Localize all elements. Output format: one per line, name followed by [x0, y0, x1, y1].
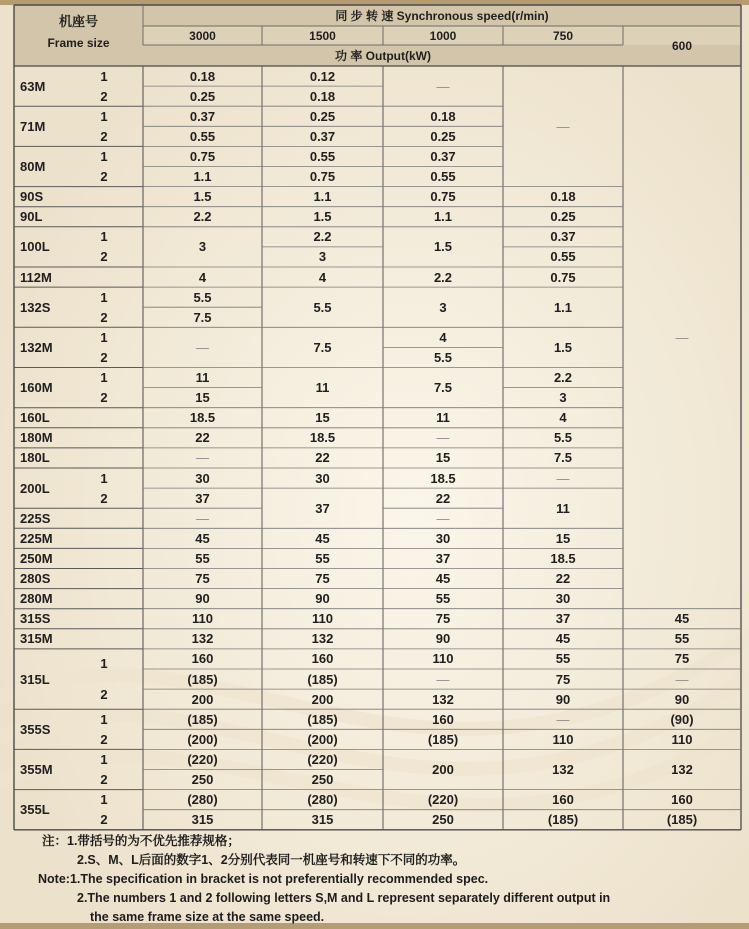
frame-sub-index: 2 — [100, 731, 108, 747]
power-cell-3000: 3 — [198, 239, 207, 255]
frame-sub-index: 2 — [100, 169, 108, 185]
power-cell-1000: 0.75 — [430, 189, 456, 205]
frame-label: 71M — [20, 118, 46, 134]
power-cell-1000: 75 — [435, 611, 451, 627]
power-cell-1500: 18.5 — [309, 430, 336, 446]
frame-sub-index: 2 — [100, 812, 108, 828]
power-cell-1000: 45 — [435, 571, 451, 587]
frame-sub-index: 1 — [100, 370, 108, 386]
power-cell-3000: 4 — [198, 269, 207, 285]
frame-sub-index: 1 — [100, 329, 108, 345]
frame-label: 315S — [20, 611, 51, 627]
speed-header-1500: 1500 — [309, 28, 336, 43]
power-cell-600: (90) — [670, 711, 694, 727]
power-cell-3000: 30 — [195, 470, 210, 486]
frame-label: 180M — [20, 430, 53, 446]
power-cell-3000: 0.18 — [189, 68, 216, 84]
power-cell-1500: 0.37 — [309, 128, 336, 144]
speed-header-1000: 1000 — [429, 28, 457, 43]
power-cell-600: 160 — [671, 792, 693, 808]
frame-label: 355L — [20, 802, 50, 818]
frame-label: 160M — [20, 380, 53, 396]
power-cell-1000: 1.5 — [433, 239, 453, 255]
power-cell-750: 22 — [555, 571, 571, 587]
power-cell-1500: 2.2 — [313, 229, 332, 245]
power-cell-3000: (200) — [187, 731, 218, 747]
power-cell-1000: 11 — [436, 410, 450, 426]
power-cell-750: 0.75 — [550, 269, 576, 285]
power-cell-1000: 4 — [439, 329, 447, 345]
speed-header-750: 750 — [552, 28, 574, 43]
power-cell-3000: 1.5 — [193, 189, 212, 205]
power-cell-1000: 0.18 — [430, 108, 456, 124]
frame-label: 315M — [20, 631, 53, 647]
frame-sub-index: 2 — [100, 249, 108, 265]
note-en-3: the same frame size at the same speed. — [90, 910, 325, 924]
frame-header-cn: 机座号 — [58, 13, 98, 29]
power-cell-1500: 250 — [311, 772, 334, 788]
power-cell-750: 1.5 — [553, 339, 573, 355]
power-cell-750: 90 — [555, 691, 571, 707]
power-cell-750: — — [556, 118, 570, 134]
frame-label: 90S — [20, 189, 44, 205]
power-cell-1500: (220) — [307, 751, 338, 767]
power-cell-1500: 0.18 — [309, 88, 336, 104]
note-en-2: 2.The numbers 1 and 2 following letters S,M and L represent separately different output in — [77, 891, 611, 905]
power-cell-750: 132 — [552, 761, 574, 777]
frame-sub-index: 2 — [100, 349, 108, 365]
power-cell-1000: 1.1 — [433, 209, 453, 225]
power-cell-3000: — — [196, 339, 209, 355]
power-cell-600: 55 — [674, 631, 690, 647]
power-cell-3000: 1.1 — [193, 169, 212, 185]
power-cell-1500: 315 — [311, 812, 334, 828]
power-cell-1000: 160 — [432, 711, 454, 727]
power-cell-1500: 0.25 — [309, 108, 336, 124]
power-cell-1500: 5.5 — [313, 299, 332, 315]
power-cell-750: 7.5 — [553, 450, 573, 466]
power-cell-1000: 200 — [432, 761, 454, 777]
power-cell-3000: 0.55 — [189, 128, 216, 144]
power-cell-750: 11 — [556, 500, 570, 516]
power-cell-3000: (185) — [187, 671, 218, 687]
frame-label: 280M — [20, 591, 53, 607]
power-cell-3000: 5.5 — [193, 289, 212, 305]
power-cell-1500: 37 — [315, 500, 330, 516]
frame-label: 250M — [20, 550, 53, 566]
power-cell-1000: — — [436, 671, 450, 687]
power-cell-750: 0.18 — [550, 189, 576, 205]
note-cn-1: 注：1.带括号的为不优先推荐规格； — [42, 834, 240, 848]
power-cell-600: — — [675, 329, 689, 345]
power-cell-1500: 75 — [315, 571, 330, 587]
power-cell-3000: 2.2 — [193, 209, 212, 225]
power-cell-3000: 37 — [195, 490, 210, 506]
power-cell-1000: — — [436, 78, 450, 94]
power-cell-3000: 110 — [192, 611, 213, 627]
power-cell-1500: 1.5 — [313, 209, 332, 225]
power-cell-1000: 18.5 — [430, 470, 456, 486]
frame-sub-index: 1 — [100, 148, 108, 164]
power-cell-1500: (200) — [307, 731, 338, 747]
frame-sub-index: 1 — [100, 229, 108, 245]
power-cell-1000: 250 — [432, 812, 454, 828]
speed-header-title: 同 步 转 速 Synchronous speed(r/min) — [335, 9, 549, 23]
power-cell-3000: — — [196, 450, 209, 466]
power-cell-750: 0.25 — [550, 209, 576, 225]
power-cell-600: 132 — [671, 761, 693, 777]
power-cell-750: 110 — [552, 731, 574, 747]
power-cell-1500: 0.55 — [309, 148, 336, 164]
power-cell-1000: 3 — [439, 299, 447, 315]
power-cell-750: 30 — [555, 591, 571, 607]
note-cn-2: 2.S、M、L后面的数字1、2分别代表同一机座号和转速下不同的功率。 — [77, 853, 466, 867]
frame-label: 90L — [20, 209, 43, 225]
power-cell-750: 37 — [555, 611, 571, 627]
power-cell-750: 3 — [559, 390, 567, 406]
power-cell-1000: 0.55 — [430, 169, 456, 185]
power-cell-3000: 45 — [195, 530, 210, 546]
frame-label: 355M — [20, 761, 53, 777]
power-cell-3000: 250 — [191, 772, 214, 788]
power-cell-750: 1.1 — [553, 299, 573, 315]
power-cell-3000: (280) — [187, 792, 218, 808]
frame-sub-index: 1 — [100, 792, 108, 808]
power-cell-3000: 90 — [195, 591, 210, 607]
power-cell-3000: 315 — [191, 812, 214, 828]
power-cell-1500: 0.75 — [309, 169, 336, 185]
power-cell-3000: — — [196, 510, 209, 526]
frame-label: 100L — [20, 239, 50, 255]
frame-header-en: Frame size — [47, 36, 110, 50]
power-cell-600: 90 — [674, 691, 690, 707]
frame-label: 132S — [20, 299, 51, 315]
power-cell-1000: — — [436, 430, 450, 446]
power-cell-1500: 55 — [315, 550, 330, 566]
power-cell-750: 160 — [552, 792, 574, 808]
power-cell-1000: 5.5 — [433, 349, 453, 365]
power-cell-750: 45 — [555, 631, 571, 647]
frame-label: 225M — [20, 530, 53, 546]
power-cell-750: 0.37 — [550, 229, 576, 245]
power-cell-750: 4 — [559, 410, 567, 426]
power-cell-1500: 90 — [315, 591, 330, 607]
frame-sub-index: 2 — [100, 128, 108, 144]
power-cell-1000: 7.5 — [433, 380, 453, 396]
power-cell-1500: 0.12 — [309, 68, 336, 84]
speed-header-600: 600 — [671, 39, 693, 53]
power-cell-3000: 18.5 — [189, 410, 216, 426]
note-en-1: Note:1.The specification in bracket is not preferentially recommended spec. — [38, 872, 489, 886]
frame-label: 112M — [20, 269, 52, 285]
power-cell-1500: 45 — [315, 530, 330, 546]
power-cell-750: (185) — [547, 812, 579, 828]
frame-sub-index: 1 — [100, 68, 108, 84]
frame-label: 180L — [20, 450, 50, 466]
power-cell-1500: (185) — [307, 671, 338, 687]
power-cell-3000: 160 — [191, 651, 214, 667]
power-cell-600: (185) — [666, 812, 698, 828]
frame-label: 132M — [20, 339, 53, 355]
power-cell-3000: 0.25 — [189, 88, 216, 104]
power-cell-750: — — [556, 711, 570, 727]
power-cell-1000: 30 — [435, 530, 451, 546]
power-cell-3000: 7.5 — [193, 309, 212, 325]
power-cell-1000: 2.2 — [433, 269, 453, 285]
frame-label: 280S — [20, 571, 51, 587]
power-cell-3000: (185) — [187, 711, 218, 727]
table-notes — [38, 832, 742, 927]
power-cell-1500: 30 — [315, 470, 330, 486]
power-cell-3000: 11 — [195, 370, 210, 386]
power-cell-750: 0.55 — [550, 249, 576, 265]
power-cell-1000: 22 — [435, 490, 451, 506]
frame-sub-index: 2 — [100, 686, 108, 702]
power-cell-1500: 110 — [312, 611, 333, 627]
output-header-title: 功 率 Output(kW) — [335, 49, 431, 63]
frame-sub-index: 1 — [100, 751, 108, 767]
frame-label: 80M — [20, 158, 46, 174]
power-cell-1000: 55 — [435, 591, 451, 607]
power-cell-750: 15 — [555, 530, 571, 546]
power-cell-750: 75 — [555, 671, 571, 687]
frame-sub-index: 2 — [100, 490, 108, 506]
power-cell-3000: 75 — [195, 571, 210, 587]
speed-header-3000: 3000 — [189, 28, 216, 43]
power-cell-1000: 37 — [435, 550, 451, 566]
power-cell-1000: (185) — [427, 731, 459, 747]
power-cell-1500: 11 — [315, 380, 330, 396]
frame-sub-index: 1 — [100, 656, 108, 672]
power-cell-1000: (220) — [427, 792, 459, 808]
frame-sub-index: 1 — [100, 711, 108, 727]
power-cell-1000: 0.37 — [430, 148, 456, 164]
power-cell-600: — — [675, 671, 689, 687]
power-cell-3000: 22 — [195, 430, 210, 446]
power-cell-750: 55 — [555, 651, 571, 667]
frame-sub-index: 1 — [100, 108, 108, 124]
frame-sub-index: 2 — [100, 88, 108, 104]
frame-sub-index: 2 — [100, 390, 108, 406]
power-cell-600: 75 — [674, 651, 690, 667]
power-cell-750: 18.5 — [550, 550, 576, 566]
power-cell-1500: 22 — [315, 450, 330, 466]
frame-label: 63M — [20, 78, 46, 94]
frame-sub-index: 1 — [100, 470, 108, 486]
power-cell-1000: 110 — [432, 651, 454, 667]
power-cell-1500: (185) — [307, 711, 338, 727]
power-cell-1500: 4 — [318, 269, 327, 285]
power-cell-1000: 15 — [435, 450, 451, 466]
frame-label: 315L — [20, 671, 50, 687]
power-cell-1000: 132 — [432, 691, 454, 707]
power-cell-1500: 132 — [311, 631, 334, 647]
frame-sub-index: 2 — [100, 772, 108, 788]
power-cell-1500: 7.5 — [313, 339, 332, 355]
power-cell-1500: (280) — [307, 792, 338, 808]
power-cell-1000: 90 — [435, 631, 451, 647]
power-cell-1000: 0.25 — [430, 128, 456, 144]
frame-label: 200L — [20, 480, 50, 496]
frame-label: 225S — [20, 510, 51, 526]
power-cell-600: 110 — [671, 731, 693, 747]
power-cell-3000: 0.37 — [189, 108, 216, 124]
power-cell-1500: 15 — [315, 410, 330, 426]
power-cell-3000: (220) — [187, 751, 218, 767]
power-cell-750: 5.5 — [553, 430, 573, 446]
power-cell-3000: 55 — [195, 550, 210, 566]
frame-sub-index: 1 — [100, 289, 108, 305]
power-cell-3000: 15 — [195, 390, 210, 406]
power-cell-3000: 132 — [191, 631, 214, 647]
power-cell-750: 2.2 — [553, 370, 573, 386]
power-cell-1500: 1.1 — [313, 189, 332, 205]
power-cell-750: — — [556, 470, 570, 486]
frame-sub-index: 2 — [100, 309, 108, 325]
power-cell-1500: 160 — [311, 651, 334, 667]
power-cell-1500: 200 — [311, 691, 334, 707]
frame-label: 160L — [20, 410, 50, 426]
power-cell-1000: — — [436, 510, 450, 526]
power-cell-1500: 3 — [318, 249, 327, 265]
power-cell-3000: 0.75 — [189, 148, 216, 164]
power-cell-600: 45 — [674, 611, 690, 627]
power-cell-3000: 200 — [191, 691, 214, 707]
frame-label: 355S — [20, 721, 51, 737]
